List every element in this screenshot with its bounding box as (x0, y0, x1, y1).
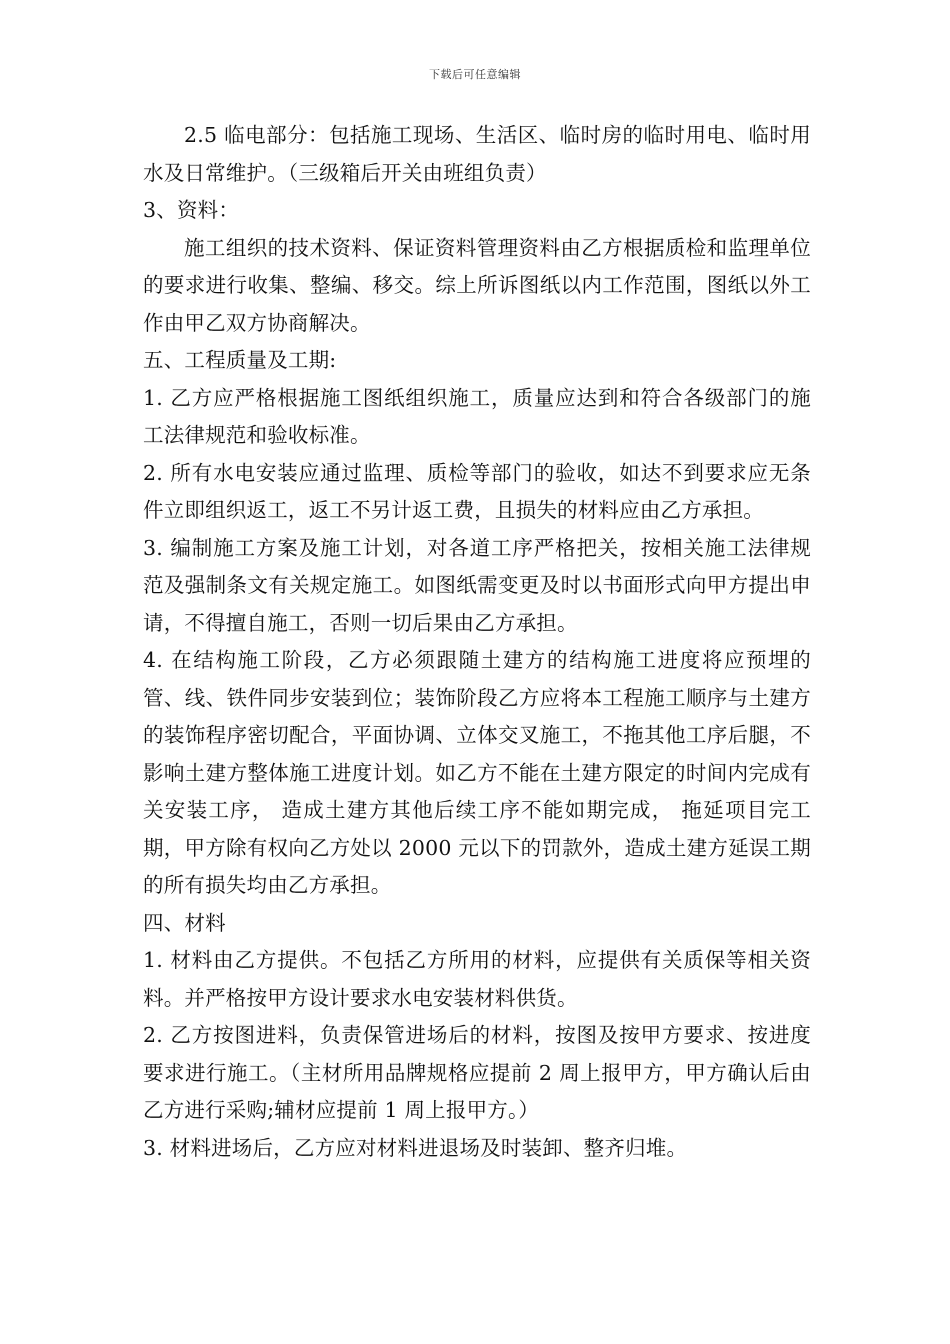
materials-item-3: 3. 材料进场后，乙方应对材料进退场及时装卸、整齐归堆。 (143, 1135, 688, 1160)
materials-item-1: 1. 材料由乙方提供。不包括乙方所用的材料，应提供有关质保等相关资料。并严格按甲方设计要求水电安装材料供货。 (143, 948, 811, 1010)
materials-item-2: 2. 乙方按图进料，负责保管进场后的材料，按图及按甲方要求、按进度要求进行施工。（主材所用品牌规格应提前 2 周上报甲方，甲方确认后由乙方进行采购;辅材应提前 1 周上报甲方。） (143, 1023, 811, 1122)
section-heading-quality-schedule: 五、工程质量及工期: (143, 348, 337, 372)
quality-item-2: 2. 所有水电安装应通过监理、质检等部门的验收，如达不到要求应无条件立即组织返工，返工不另计返工费，且损失的材料应由乙方承担。 (143, 460, 811, 522)
page-header-note: 下载后可任意编辑 (429, 68, 521, 81)
paragraph-temporary-electricity: 2.5 临电部分：包括施工现场、生活区、临时房的临时用电、临时用水及日常维护。（三级箱后开关由班组负责） (143, 123, 811, 185)
quality-item-4: 4. 在结构施工阶段，乙方必须跟随土建方的结构施工进度将应预埋的管、线、铁件同步安装到位；装饰阶段乙方应将本工程施工顺序与土建方的装饰程序密切配合，平面协调、立体交叉施工，不拖其他工序后腿，不影响土建方整体施工进度计划。如乙方不能在土建方限定的时间内完成有关安装工序， 造成土建方其他后续工序不能如期完成， 拖延项目完工期，甲方除有权向乙方处以 2000 元以下的罚款外，造成土建方延误工期的所有损失均由乙方承担。 (143, 648, 811, 897)
document-body (143, 117, 811, 1167)
quality-item-1: 1. 乙方应严格根据施工图纸组织施工，质量应达到和符合各级部门的施工法律规范和验收标准。 (143, 385, 811, 447)
section-heading-materials: 四、材料 (143, 910, 226, 935)
paragraph-documents: 施工组织的技术资料、保证资料管理资料由乙方根据质检和监理单位的要求进行收集、整编、移交。综上所诉图纸以内工作范围，图纸以外工作由甲乙双方协商解决。 (143, 235, 811, 335)
section-heading-documents: 3、资料： (143, 198, 240, 222)
quality-item-3: 3. 编制施工方案及施工计划，对各道工序严格把关，按相关施工法律规范及强制条文有关规定施工。如图纸需变更及时以书面形式向甲方提出申请，不得擅自施工，否则一切后果由乙方承担。 (143, 535, 811, 635)
